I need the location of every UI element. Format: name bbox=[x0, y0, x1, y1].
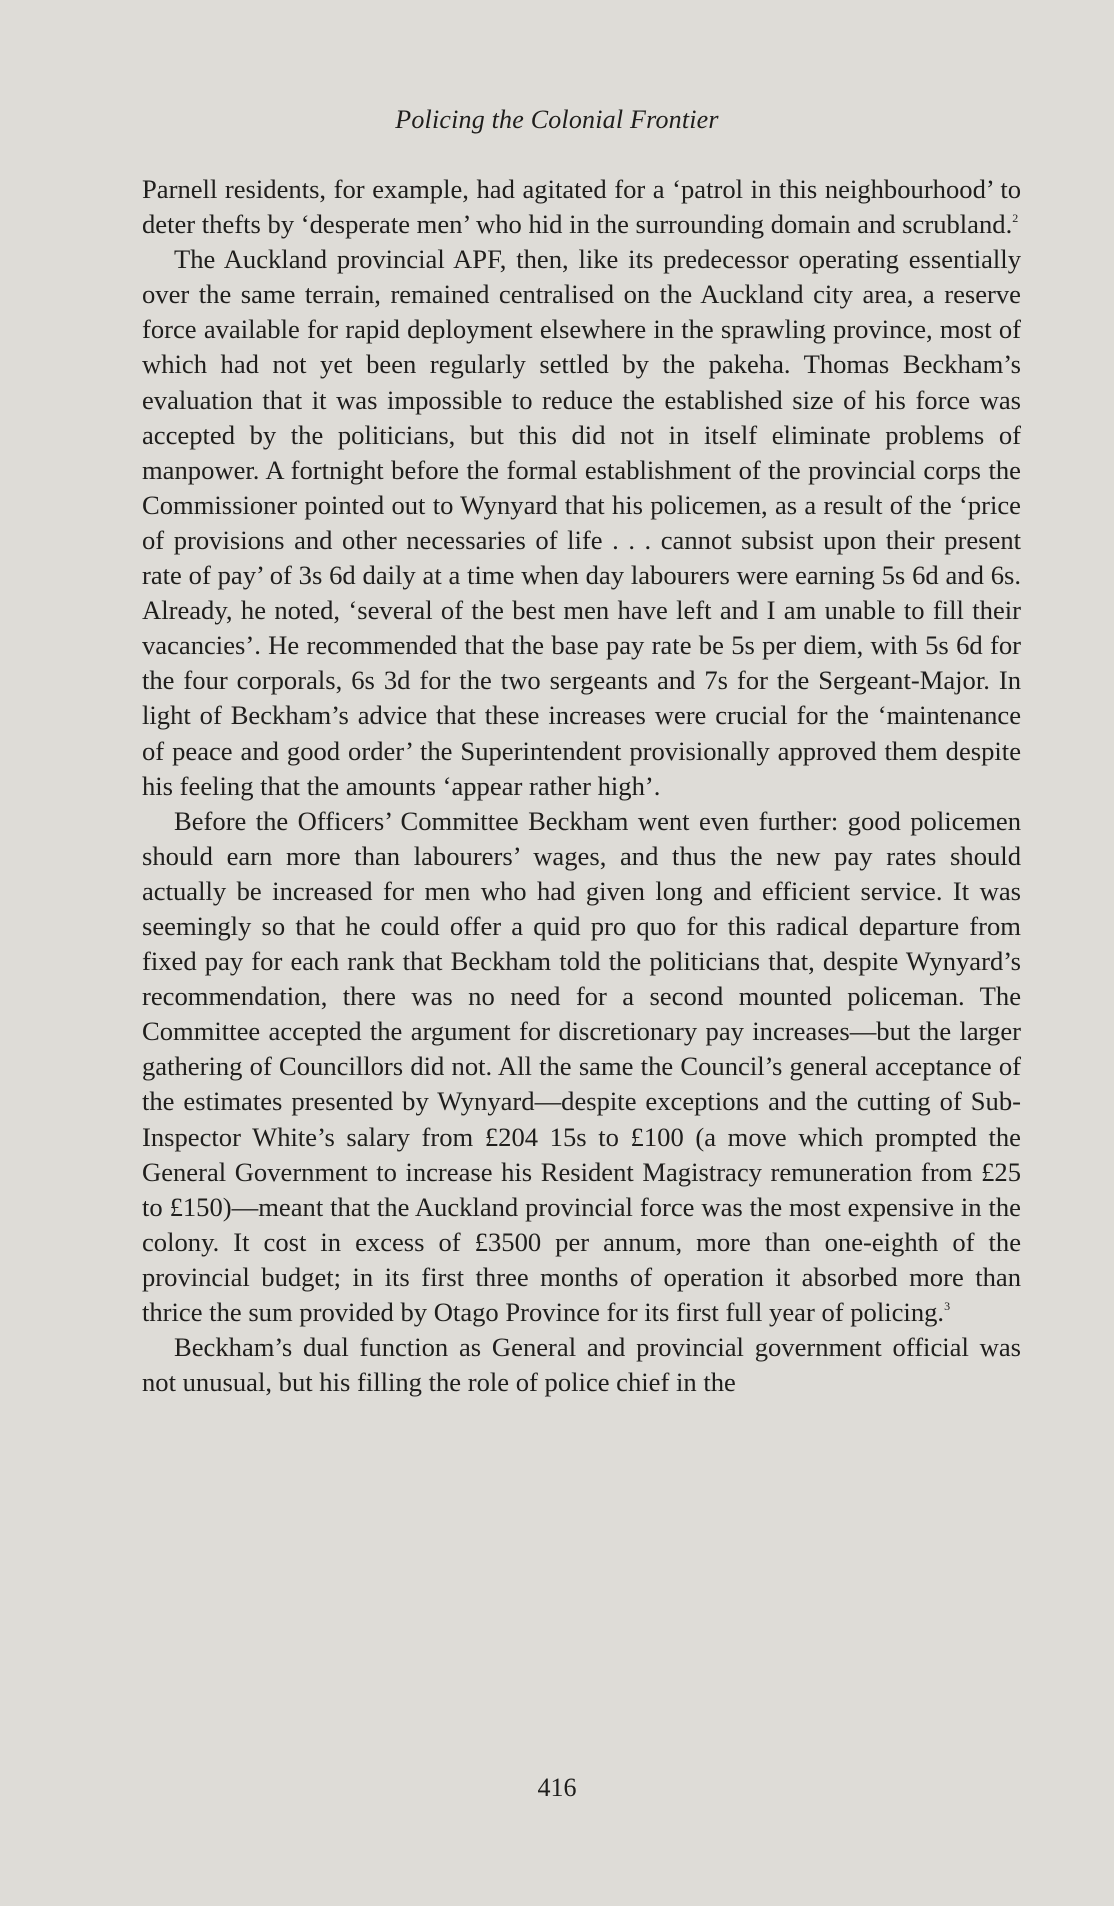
paragraph-1-text: Parnell residents, for example, had agitated for a ‘patrol in this neighbourhood’ to deter thefts by ‘desperate men’ who hid in the surrounding domain and scrubland. bbox=[142, 174, 1021, 240]
footnote-ref-2: 2 bbox=[1012, 211, 1019, 226]
paragraph-3-text: Before the Officers’ Committee Beckham went even further: good policemen should earn more than labourers’ wages, and thus the new pay rates should actually be increased for men who had given long and efficient service. It was seemingly so that he could offer a quid pro quo for this radical departure from fixed pay for each rank that Beckham told the politicians that, despite Wynyard’s recommendation, there was no need for a second mounted policeman. The Committee accepted the argument for discretionary pay increases—but the larger gathering of Councillors did not. All the same the Council’s general acceptance of the estimates presented by Wynyard—despite exceptions and the cutting of Sub-Inspector White’s salary from £204 15s to £100 (a move which prompted the General Government to increase his Resident Magistracy remuneration from £25 to £150)—meant that the Auckland provincial force was the most expensive in the colony. It cost in excess of £3500 per annum, more than one-eighth of the provincial budget; in its first three months of operation it absorbed more than thrice the sum provided by Otago Province for its first full year of policing. bbox=[142, 805, 1021, 1327]
footnote-ref-3: 3 bbox=[944, 1299, 951, 1313]
paragraph-2: The Auckland provincial APF, then, like its predecessor operating essentially over the same terrain, remained centralised on the Auckland city area, a reserve force available for rapid deployment elsewhere in the sprawling province, most of which had not yet been regularly settled by the pakeha. Thomas Beckham’s evaluation that it was impossible to reduce the established size of his force was accepted by the politicians, but this did not in itself eliminate problems of manpower. A fortnight before the formal establishment of the provincial corps the Commissioner pointed out to Wynyard that his policemen, as a result of the ‘price of provisions and other necessaries of life . . . cannot subsist upon their present rate of pay’ of 3s 6d daily at a time when day labourers were earning 5s 6d and 6s. Already, he noted, ‘several of the best men have left and I am unable to fill their vacancies’. He recommended that the base pay rate be 5s per diem, with 5s 6d for the four corporals, 6s 3d for the two sergeants and 7s for the Sergeant-Major. In light of Beckham’s advice that these increases were crucial for the ‘maintenance of peace and good order’ the Superintendent provisionally approved them despite his feeling that the amounts ‘appear rather high’. bbox=[142, 244, 1021, 801]
page-number: 416 bbox=[537, 1773, 577, 1802]
paragraph-4: Beckham’s dual function as General and provincial government official was not unusual, but his filling the role of police chief in the bbox=[142, 1332, 1021, 1398]
paragraph-3 bbox=[142, 804, 1021, 1330]
paragraph-1 bbox=[142, 172, 1021, 242]
running-head: Policing the Colonial Frontier bbox=[395, 105, 719, 134]
body-text bbox=[142, 172, 1021, 1400]
